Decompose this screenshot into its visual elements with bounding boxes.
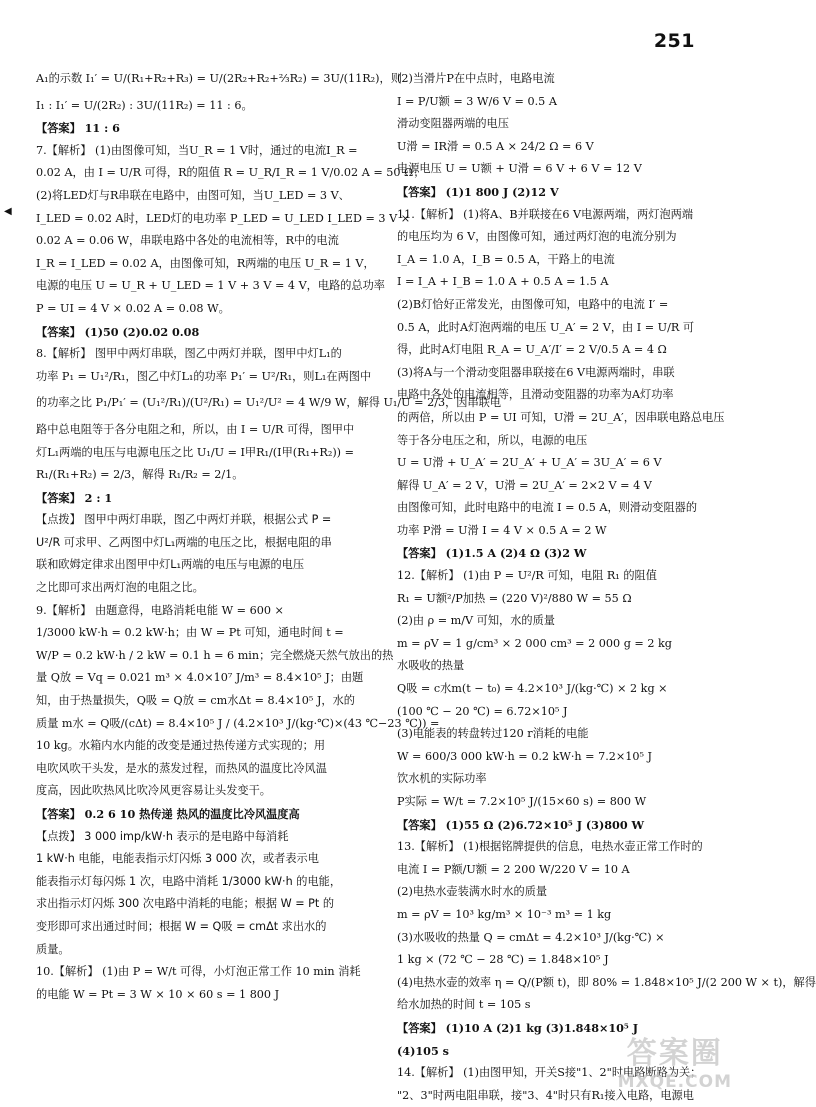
text-line: 10.【解析】 (1)由 P = W/t 可得，小灯泡正常工作 10 min 消耗 [36,965,361,979]
answer-line: 【答案】 (1)10 A (2)1 kg (3)1.848×10⁵ J [397,1020,639,1035]
text-line: 质量。 [36,942,70,956]
text-line: I_A = 1.0 A，I_B = 0.5 A，干路上的电流 [397,252,615,266]
text-line: 水吸收的热量 [397,659,465,673]
text-line: 8.【解析】 图甲中两灯串联，图乙中两灯并联，图甲中灯L₁的 [36,347,342,361]
text-line: R₁ = U额²/P加热 = (220 V)²/880 W = 55 Ω [397,591,632,605]
answer-line: (4)105 s [397,1043,449,1058]
watermark-url: MXQE.COM [617,1072,732,1092]
text-line: 1/3000 kW·h = 0.2 kW·h；由 W = Pt 可知，通电时间 t = [36,626,344,640]
text-line: 【点拨】 3 000 imp/kW·h 表示的是电路中每消耗 [36,829,289,843]
text-line: U滑 = IR滑 = 0.5 A × 24/2 Ω = 6 V [397,139,594,153]
text-line: 电吹风吹干头发，是水的蒸发过程，而热风的温度比冷风温 [36,761,327,775]
text-line: 等于各分电压之和，所以，电源的电压 [397,433,588,447]
text-line: 电源的电压 U = U_R + U_LED = 1 V + 3 V = 4 V，电路的总功率 [36,279,385,293]
text-line: (2)电热水壶装满水时水的质量 [397,885,548,899]
text-line: 滑动变阻器两端的电压 [397,117,509,131]
text-line: I_LED = 0.02 A时，LED灯的电功率 P_LED = U_LED I_LED = 3 V × [36,211,411,225]
text-line: R₁/(R₁+R₂) = 2/3，解得 R₁/R₂ = 2/1。 [36,468,244,482]
text-line: 的两倍，所以由 P = UI 可知，U滑 = 2U_A′，因串联电路总电压 [397,410,725,424]
text-line: (2)B灯恰好正常发光，由图像可知，电路中的电流 I′ = [397,297,669,311]
text-line: A₁的示数 I₁′ = U/(R₁+R₂+R₃) = U/(2R₂+R₂+⅔R₂) = 3U/(11R₂)，则 [36,72,402,85]
text-line: m = ρV = 10³ kg/m³ × 10⁻³ m³ = 1 kg [397,907,612,921]
right-column [397,68,816,1107]
text-line: m = ρV = 1 g/cm³ × 2 000 cm³ = 2 000 g = 2 kg [397,636,672,650]
text-line: (2)将LED灯与R串联在电路中，由图可知，当U_LED = 3 V、 [36,188,350,202]
answer-line: 【答案】 0.2 6 10 热传递 热风的温度比冷风温度高 [36,807,300,821]
text-line: W = 600/3 000 kW·h = 0.2 kW·h = 7.2×10⁵ J [397,749,653,763]
answer-line: 【答案】 2 : 1 [36,490,113,505]
text-line: 度高，因此吹热风比吹冷风更容易让头发变干。 [36,784,271,798]
text-line: (2)当滑片P在中点时，电路电流 [397,72,555,85]
text-line: 饮水机的实际功率 [397,772,487,786]
text-line: 功率 P滑 = U滑 I = 4 V × 0.5 A = 2 W [397,523,607,537]
text-line: Q吸 = c水m(t − t₀) = 4.2×10³ J/(kg·℃) × 2 kg × [397,682,668,696]
text-line: 灯L₁两端的电压与电源电压之比 U₁/U = I甲R₁/(I甲(R₁+R₂)) = [36,445,354,459]
text-line: (3)电能表的转盘转过120 r消耗的电能 [397,727,589,741]
text-line: W/P = 0.2 kW·h / 2 kW = 0.1 h = 6 min；完全燃烧天然气放出的热 [36,648,394,662]
text-line: (100 ℃ − 20 ℃) = 6.72×10⁵ J [397,704,568,718]
text-line: 0.02 A = 0.06 W，串联电路中各处的电流相等，R中的电流 [36,234,339,248]
text-line: 电路中各处的电流相等，且滑动变阻器的功率为A灯功率 [397,388,674,402]
text-line: 9.【解析】 由题意得，电路消耗电能 W = 600 × [36,603,284,617]
text-line: 13.【解析】 (1)根据铭牌提供的信息，电热水壶正常工作时的 [397,840,703,854]
text-line: 10 kg。水箱内水内能的改变是通过热传递方式实现的；用 [36,739,326,753]
text-line: 路中总电阻等于各分电阻之和，所以，由 I = U/R 可得，图甲中 [36,422,355,436]
text-line: 0.02 A，由 I = U/R 可得，R的阻值 R = U_R/I_R = 1 V/0.02 A = 50 Ω； [36,166,425,180]
text-line: 变形即可求出通过时间；根据 W = Q吸 = cmΔt 求出水的 [36,919,327,933]
text-line: 联和欧姆定律求出图甲中灯L₁两端的电压与电源的电压 [36,558,305,572]
text-line: 0.5 A，此时A灯泡两端的电压 U_A′ = 2 V，由 I = U/R 可 [397,320,695,334]
text-line: I₁ : I₁′ = U/(2R₂) : 3U/(11R₂) = 11 : 6。 [36,98,253,112]
text-line: 功率 P₁ = U₁²/R₁，图乙中灯L₁的功率 P₁′ = U²/R₁，则L₁在两图中 [36,369,372,383]
text-line: 1 kW·h 电能，电能表指示灯闪烁 3 000 次，或者表示电 [36,852,319,866]
margin-arrow-icon: ◀ [4,206,12,217]
text-line: I = I_A + I_B = 1.0 A + 0.5 A = 1.5 A [397,275,609,289]
text-line: (4)电热水壶的效率 η = Q/(P额 t)，即 80% = 1.848×10⁵ J/(2 200 W × t)，解得 [397,975,816,989]
text-line: 解得 U_A′ = 2 V，U滑 = 2U_A′ = 2×2 V = 4 V [397,478,652,492]
text-line: 量 Q放 = Vq = 0.021 m³ × 4.0×10⁷ J/m³ = 8.4×10⁵ J；由题 [36,671,364,685]
text-line: 由图像可知，此时电路中的电流 I = 0.5 A，则滑动变阻器的 [397,501,698,515]
text-line: 给水加热的时间 t = 105 s [397,998,531,1012]
text-line: U²/R 可求甲、乙两图中灯L₁两端的电压之比，根据电阻的串 [36,535,332,549]
text-line: 的电能 W = Pt = 3 W × 10 × 60 s = 1 800 J [36,987,280,1001]
text-line: 【点拨】 图甲中两灯串联，图乙中两灯并联，根据公式 P = [36,513,332,527]
text-line: 1 kg × (72 ℃ − 28 ℃) = 1.848×10⁵ J [397,953,609,967]
answer-line: 【答案】 (1)55 Ω (2)6.72×10⁵ J (3)800 W [397,817,645,832]
text-line: (2)由 ρ = m/V 可知，水的质量 [397,614,555,628]
text-line: 电源电压 U = U额 + U滑 = 6 V + 6 V = 12 V [397,162,642,176]
text-line: U = U滑 + U_A′ = 2U_A′ + U_A′ = 3U_A′ = 6 V [397,456,662,470]
text-line: 求出指示灯闪烁 300 次电路中消耗的电能；根据 W = Pt 的 [36,897,335,911]
text-line: 能表指示灯每闪烁 1 次，电路中消耗 1/3000 kW·h 的电能， [36,874,342,888]
text-line: "2、3"时两电阻串联，接"3、4"时只有R₁接入电路，电源电 [397,1088,694,1102]
answer-line: 【答案】 (1)1.5 A (2)4 Ω (3)2 W [397,546,587,561]
text-line: 的功率之比 P₁/P₁′ = (U₁²/R₁)/(U²/R₁) = U₁²/U² = 4 W/9 W，解得 U₁/U = 2/3，因串联电 [36,396,502,410]
watermark-logo-text: 答案圈 [626,1036,723,1071]
text-line: 11.【解析】 (1)将A、B并联接在6 V电源两端，两灯泡两端 [397,207,694,221]
answer-line: 【答案】 (1)50 (2)0.02 0.08 [36,324,200,339]
text-line: (3)水吸收的热量 Q = cmΔt = 4.2×10³ J/(kg·℃) × [397,930,665,944]
text-line: I_R = I_LED = 0.02 A，由图像可知，R两端的电压 U_R = 1 V， [36,256,375,270]
text-line: P = UI = 4 V × 0.02 A = 0.08 W。 [36,301,230,315]
text-line: P实际 = W/t = 7.2×10⁵ J/(15×60 s) = 800 W [397,795,647,808]
text-line: I = P/U额 = 3 W/6 V = 0.5 A [397,94,557,108]
text-line: (3)将A与一个滑动变阻器串联接在6 V电源两端时，串联 [397,365,675,379]
text-line: 的电压均为 6 V，由图像可知，通过两灯泡的电流分别为 [397,230,677,244]
text-line: 知，由于热量损失，Q吸 = Q放 = cm水Δt = 8.4×10⁵ J，水的 [36,694,355,708]
watermark [618,1028,732,1092]
answer-line: 【答案】 11 : 6 [36,121,120,136]
text-line: 之比即可求出两灯泡的电阻之比。 [36,581,204,595]
answer-line: 【答案】 (1)1 800 J (2)12 V [397,184,559,199]
text-line: 14.【解析】 (1)由图甲知，开关S接"1、2"时电路断路为关； [397,1066,702,1080]
text-line: 电流 I = P额/U额 = 2 200 W/220 V = 10 A [397,862,630,876]
text-line: 得，此时A灯电阻 R_A = U_A′/I′ = 2 V/0.5 A = 4 Ω [397,343,667,357]
text-line: 12.【解析】 (1)由 P = U²/R 可知，电阻 R₁ 的阻值 [397,569,657,583]
page-number: 251 [653,30,695,52]
text-line: 质量 m水 = Q吸/(cΔt) = 8.4×10⁵ J / (4.2×10³ J/(kg·℃)×(43 ℃−23 ℃)) = [36,716,440,730]
text-line: 7.【解析】 (1)由图像可知，当U_R = 1 V时，通过的电流I_R = [36,143,358,157]
